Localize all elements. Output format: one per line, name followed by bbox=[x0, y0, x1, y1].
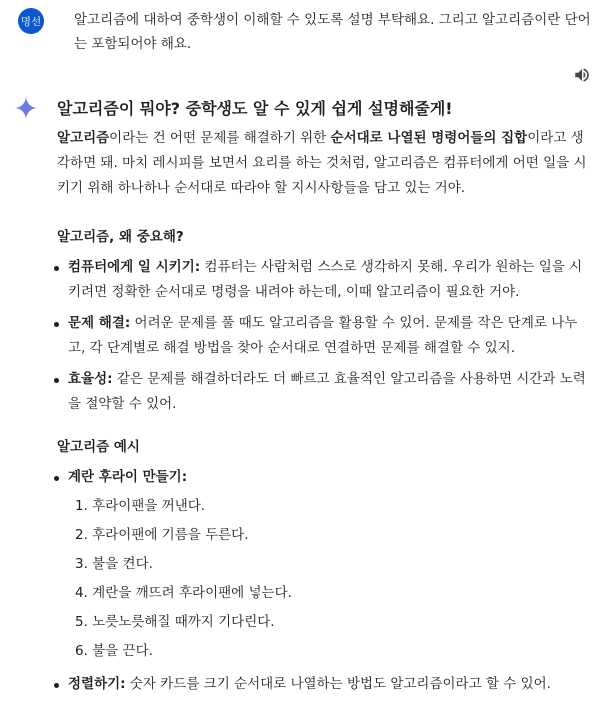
why-heading: 알고리즘, 왜 중요해? bbox=[57, 229, 184, 245]
list-item-label: 효율성: bbox=[68, 371, 113, 387]
list-item-label: 컴퓨터에게 일 시키기: bbox=[68, 259, 201, 275]
list-item-label: 문제 해결: bbox=[68, 315, 131, 331]
egg-steps bbox=[68, 492, 587, 666]
step-item: 6. 불을 끈다. bbox=[75, 643, 153, 659]
list-item bbox=[57, 672, 587, 697]
examples-heading: 알고리즘 예시 bbox=[57, 439, 140, 455]
list-item bbox=[57, 367, 587, 417]
list-item-label: 정렬하기: bbox=[68, 676, 126, 692]
list-item-text: 컴퓨터는 사람처럼 스스로 생각하지 못해. 우리가 원하는 일을 시키려면 정확한 순서대로 명령을 내려야 하는데, 이때 알고리즘이 필요한 거야. bbox=[68, 259, 583, 300]
intro-paragraph bbox=[57, 126, 587, 201]
step-item: 5. 노릇노릇해질 때까지 기다린다. bbox=[75, 614, 275, 630]
list-item-text: 같은 문제를 해결하더라도 더 빠르고 효율적인 알고리즘을 사용하면 시간과 노력을 절약할 수 있어. bbox=[68, 371, 586, 412]
list-item-text: 숫자 카드를 크기 순서대로 나열하는 방법도 알고리즘이라고 할 수 있어. bbox=[125, 676, 551, 692]
step-item: 4. 계란을 깨뜨려 후라이팬에 넣는다. bbox=[75, 585, 292, 601]
user-message-row bbox=[18, 8, 598, 56]
avatar: 명선 bbox=[18, 8, 44, 34]
intro-text-2: 이라고 생각하면 돼. 마치 레시피를 보면서 요리를 하는 것처럼, 알고리즘은 컴퓨터에게 어떤 일을 시키기 위해 하나하나 순서대로 따라야 할 지시사항들을 담고 있는 거야. bbox=[57, 130, 587, 196]
speaker-icon[interactable] bbox=[573, 66, 591, 84]
intro-bold-definition: 순서대로 나열된 명령어들의 집합 bbox=[330, 130, 528, 146]
list-item bbox=[57, 311, 587, 361]
list-item-text: 어려운 문제를 풀 때도 알고리즘을 활용할 수 있어. 문제를 작은 단계로 나누고, 각 단계별로 해결 방법을 찾아 순서대로 연결하면 문제를 해결할 수 있지. bbox=[68, 315, 578, 356]
list-item-label: 계란 후라이 만들기: bbox=[68, 469, 188, 485]
sparkle-icon bbox=[14, 96, 38, 120]
step-item: 1. 후라이팬을 꺼낸다. bbox=[75, 498, 206, 514]
intro-bold-term: 알고리즘 bbox=[57, 130, 110, 146]
step-item: 2. 후라이팬에 기름을 두른다. bbox=[75, 527, 249, 543]
response-title: 알고리즘이 뭐야? 중학생도 알 수 있게 쉽게 설명해줄게! bbox=[57, 99, 453, 118]
list-item bbox=[57, 465, 587, 666]
why-list bbox=[57, 255, 587, 417]
assistant-response bbox=[57, 96, 587, 703]
examples-list bbox=[57, 465, 587, 697]
list-item bbox=[57, 255, 587, 305]
intro-text-1: 이라는 건 어떤 문제를 해결하기 위한 bbox=[109, 130, 331, 146]
step-item: 3. 불을 켠다. bbox=[75, 556, 153, 572]
user-message-text: 알고리즘에 대하여 중학생이 이해할 수 있도록 설명 부탁해요. 그리고 알고리즘이란 단어는 포함되어야 해요. bbox=[74, 12, 591, 52]
